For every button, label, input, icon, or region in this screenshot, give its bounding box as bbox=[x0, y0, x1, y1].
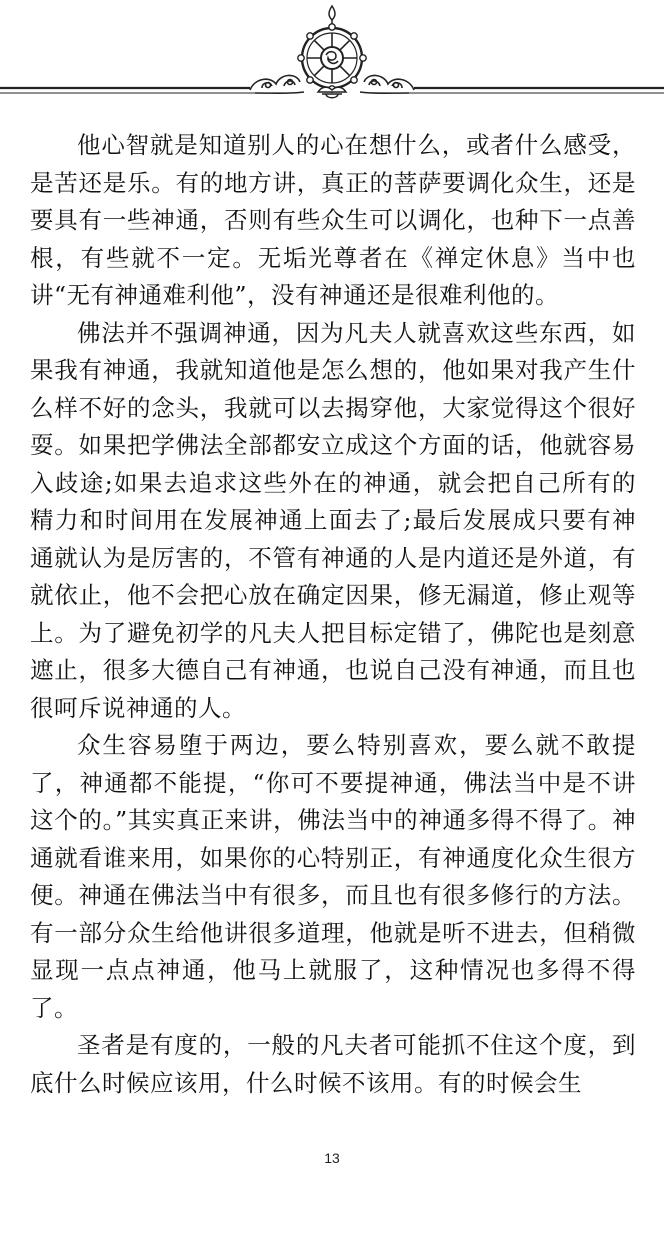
paragraph: 圣者是有度的，一般的凡夫者可能抓不住这个度，到底什么时候应该用，什么时候不该用。有的时候会生 bbox=[30, 1031, 636, 1097]
paragraph: 佛法并不强调神通，因为凡夫人就喜欢这些东西，如果我有神通，我就知道他是怎么想的，他如果对我产生什么样不好的念头，我就可以去揭穿他，大家觉得这个很好耍。如果把学佛法全部都安立成这个方面的话，他就容易入歧途;如果去追求这些外在的神通，就会把自己所有的精力和时间用在发展神通上面去了;最后发展成只要有神通就认为是厉害的，不管有神通的人是内道还是外道，有就依止，他不会把心放在确定因果，修无漏道，修止观等上。为了避免初学的凡夫人把目标定错了，佛陀也是刻意遮止，很多大德自己有神通，也说自己没有神通，而且也很呵斥说神通的人。 bbox=[30, 318, 636, 722]
dharma-wheel-icon bbox=[298, 6, 366, 98]
cloud-scroll-icon bbox=[360, 75, 414, 93]
page-number: 13 bbox=[324, 1150, 340, 1166]
cloud-scroll-icon bbox=[250, 75, 304, 93]
paragraph: 众生容易堕于两边，要么特别喜欢，要么就不敢提了，神通都不能提，“你可不要提神通，佛法当中是不讲这个的。”其实真正来讲，佛法当中的神通多得不得了。神通就看谁来用，如果你的心特别正，有神通度化众生很方便。神通在佛法当中有很多，而且也有很多修行的方法。有一部分众生给他讲很多道理，他就是听不进去，但稍微显现一点点神通，他马上就服了，这种情况也多得不得了。 bbox=[30, 731, 636, 1022]
header-ornament bbox=[0, 0, 664, 110]
paragraph: 他心智就是知道别人的心在想什么，或者什么感受，是苦还是乐。有的地方讲，真正的菩萨要调化众生，还是要具有一些神通，否则有些众生可以调化，也种下一点善根，有些就不一定。无垢光尊者在《禅定休息》当中也讲“无有神通难利他”，没有神通还是很难利他的。 bbox=[30, 131, 636, 309]
page-header bbox=[0, 0, 664, 110]
page-body bbox=[30, 127, 636, 1102]
